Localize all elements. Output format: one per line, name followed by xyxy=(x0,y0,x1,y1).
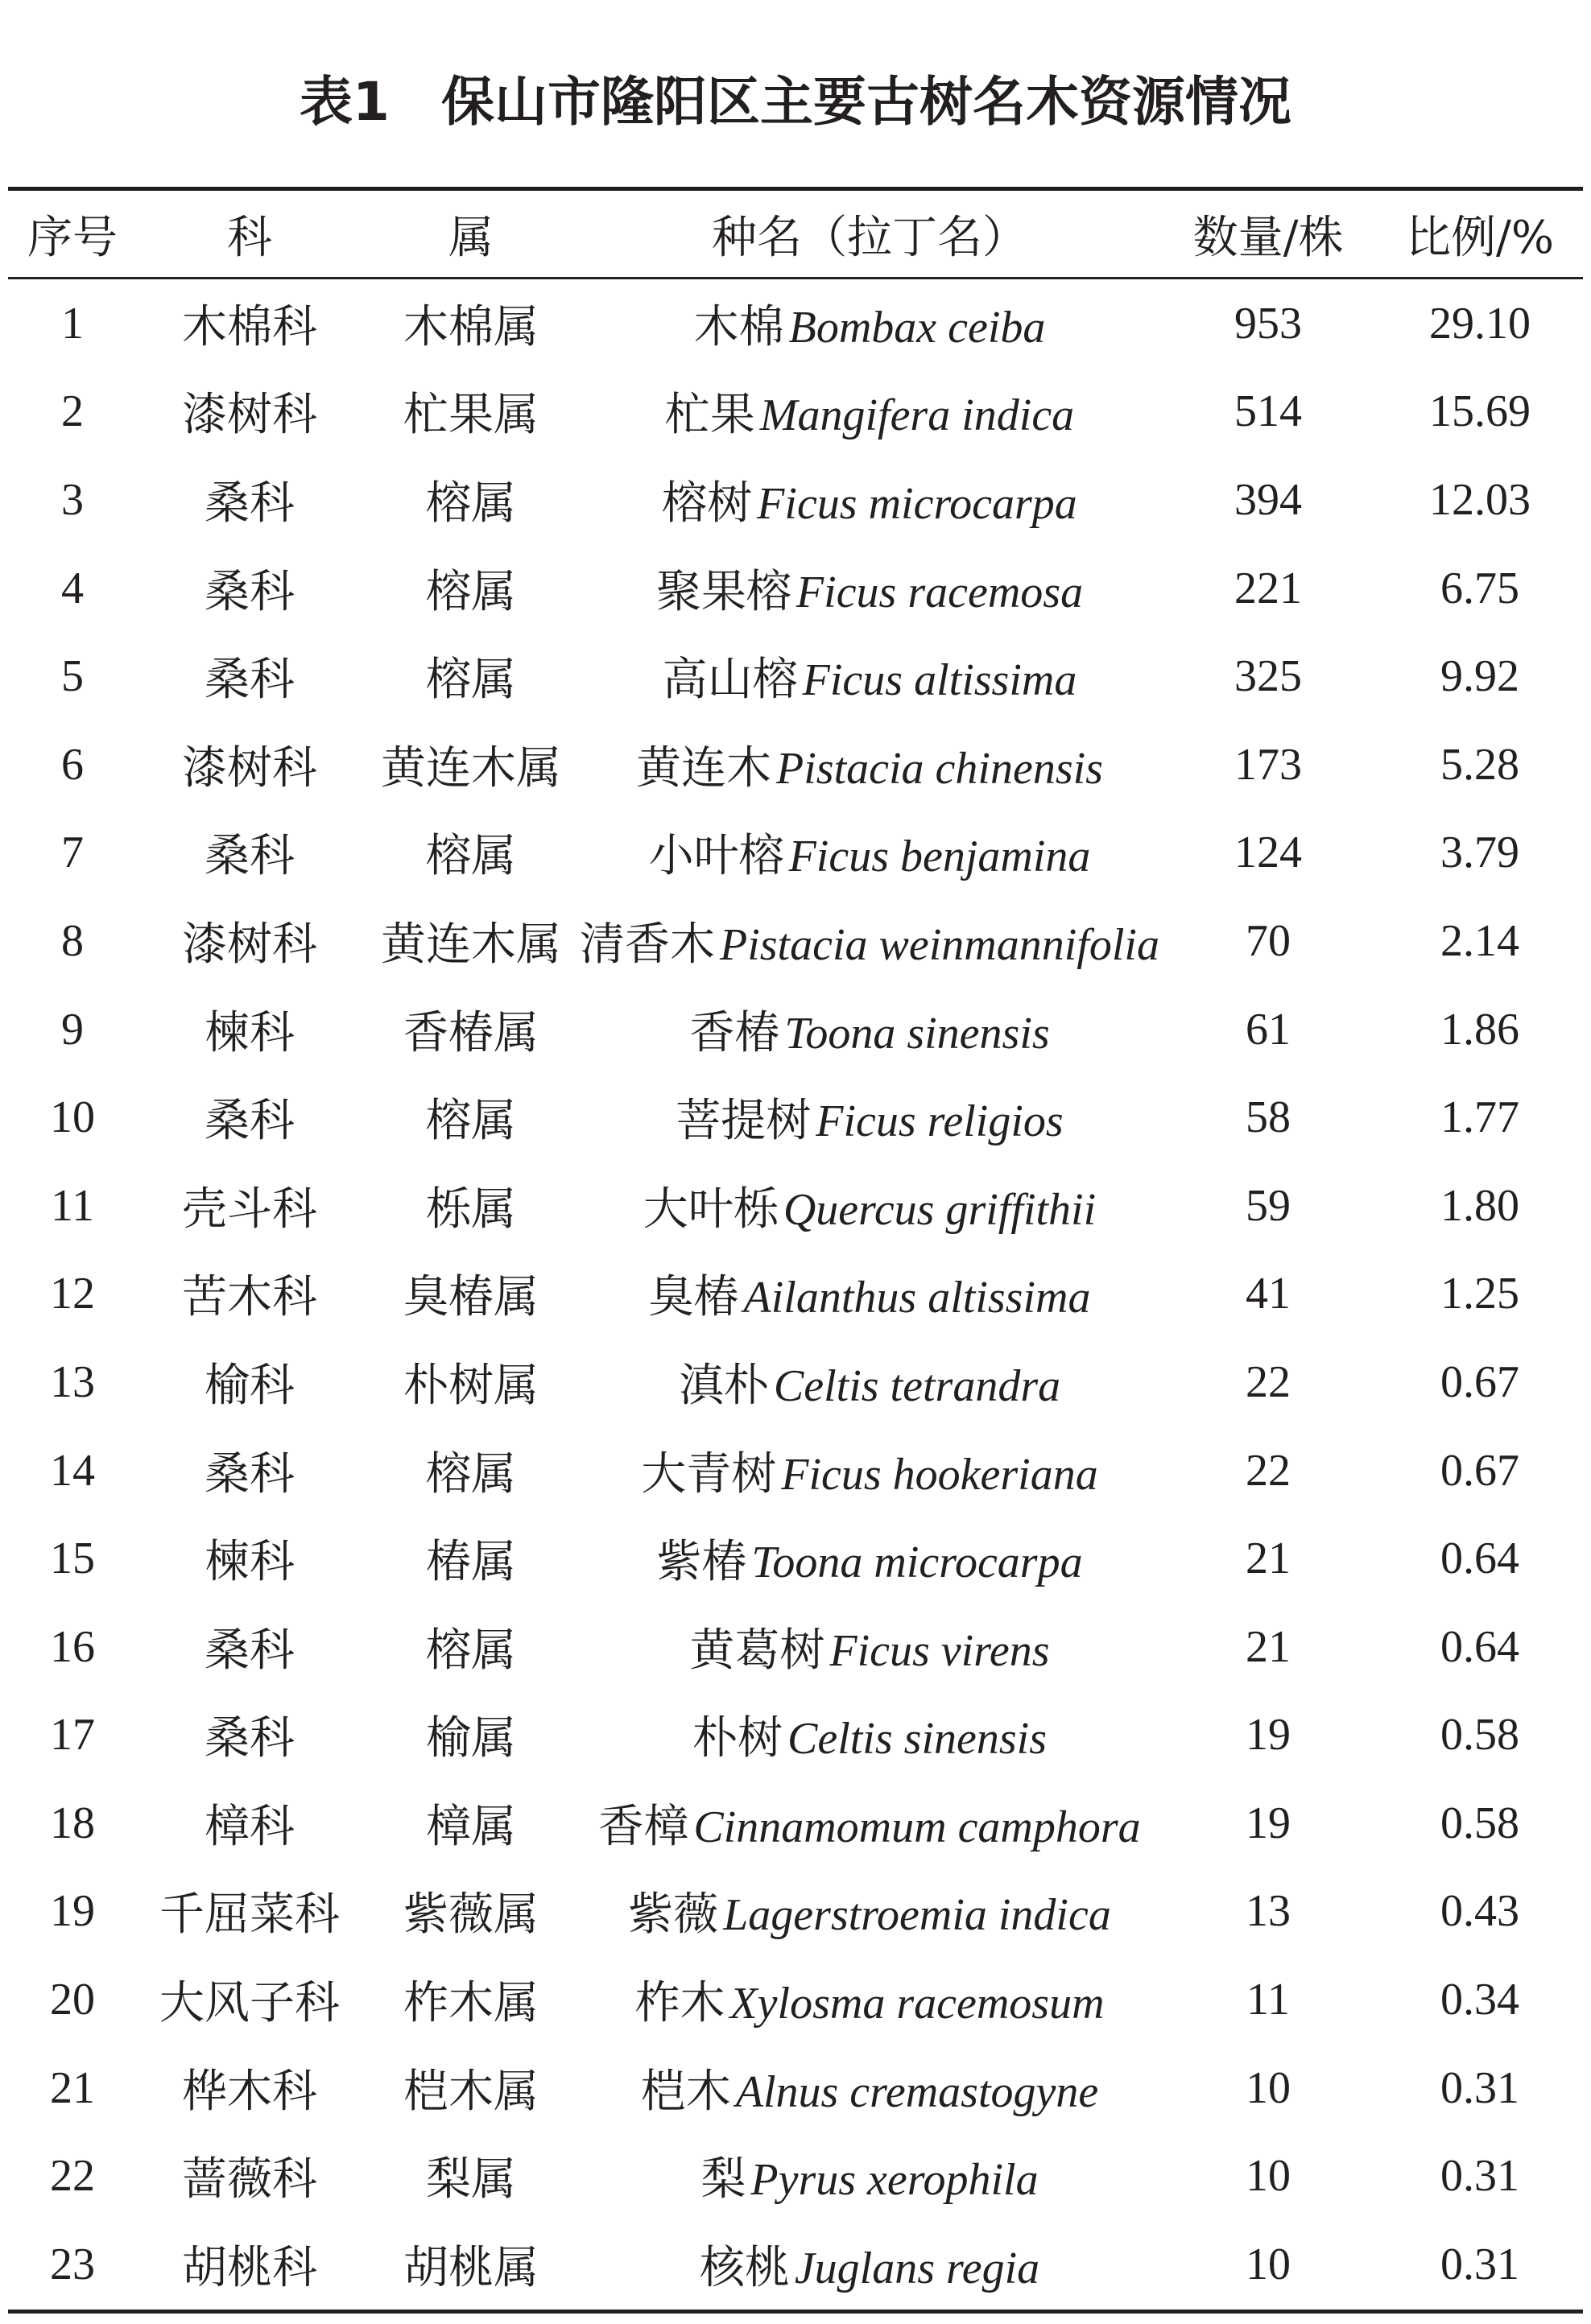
cell-count: 22 xyxy=(1246,1445,1291,1496)
cell-ratio: 1.86 xyxy=(1440,1004,1519,1055)
cell-species xyxy=(580,1426,1159,1515)
cell-species xyxy=(580,1162,1159,1250)
cell-ratio: 15.69 xyxy=(1429,386,1531,437)
species-name-cn: 清香木 xyxy=(580,918,715,971)
cell-count: 173 xyxy=(1234,739,1302,790)
table-row xyxy=(8,1779,1583,1868)
cell-no: 9 xyxy=(61,1004,84,1055)
species-name-cn: 大青树 xyxy=(641,1447,777,1500)
species-name-latin: Ficus virens xyxy=(829,1625,1050,1676)
cell-genus: 香椿属 xyxy=(403,1006,539,1059)
cell-no: 11 xyxy=(51,1180,94,1231)
cell-species xyxy=(580,1338,1159,1426)
header-family: 科 xyxy=(227,211,272,264)
cell-no: 22 xyxy=(50,2151,95,2202)
cell-species xyxy=(580,1073,1159,1162)
species-name-cn: 高山榕 xyxy=(662,654,798,707)
cell-genus: 榕属 xyxy=(426,830,516,883)
cell-species xyxy=(580,1868,1159,1956)
cell-species xyxy=(580,2132,1159,2220)
bottom-rule xyxy=(8,2310,1583,2314)
header-count: 数量/株 xyxy=(1192,211,1344,264)
cell-family: 桑科 xyxy=(205,565,295,618)
table-row xyxy=(8,985,1583,1074)
cell-no: 6 xyxy=(61,739,84,790)
cell-ratio: 12.03 xyxy=(1429,474,1531,525)
table-row xyxy=(8,1603,1583,1691)
species-name-cn: 臭椿 xyxy=(648,1271,739,1324)
cell-ratio: 6.75 xyxy=(1440,563,1519,613)
cell-species xyxy=(580,720,1159,809)
cell-ratio: 3.79 xyxy=(1440,828,1519,878)
header-ratio: 比例/% xyxy=(1405,211,1555,264)
cell-count: 61 xyxy=(1246,1004,1291,1055)
cell-genus: 榕属 xyxy=(426,1095,516,1148)
table-row xyxy=(8,632,1583,720)
table-row xyxy=(8,2132,1583,2220)
cell-no: 4 xyxy=(61,563,84,613)
table-row xyxy=(8,1250,1583,1339)
species-name-cn: 核桃 xyxy=(699,2241,790,2294)
table-row xyxy=(8,1514,1583,1603)
cell-count: 10 xyxy=(1246,2151,1291,2202)
cell-genus: 朴树属 xyxy=(403,1359,539,1412)
table-number: 表1 xyxy=(300,71,390,133)
species-name-cn: 榕树 xyxy=(662,477,753,530)
table-title-text: 保山市隆阳区主要古树名木资源情况 xyxy=(440,71,1291,133)
species-name-cn: 香樟 xyxy=(598,1800,689,1853)
cell-ratio: 0.58 xyxy=(1440,1710,1519,1761)
cell-family: 桑科 xyxy=(205,1447,295,1500)
cell-no: 3 xyxy=(61,474,84,525)
cell-family: 千屈菜科 xyxy=(159,1889,340,1942)
cell-count: 19 xyxy=(1246,1798,1291,1848)
cell-genus: 杧果属 xyxy=(403,389,539,442)
cell-no: 23 xyxy=(50,2239,95,2289)
cell-count: 22 xyxy=(1246,1356,1291,1407)
cell-count: 514 xyxy=(1234,386,1302,437)
species-name-latin: Ficus religios xyxy=(816,1096,1064,1147)
species-name-cn: 滇朴 xyxy=(678,1359,769,1412)
cell-no: 1 xyxy=(61,298,84,349)
cell-no: 16 xyxy=(50,1621,95,1672)
cell-genus: 榆属 xyxy=(426,1712,516,1765)
cell-no: 20 xyxy=(50,1975,95,2025)
cell-species xyxy=(580,2044,1159,2132)
species-name-latin: Bombax ceiba xyxy=(788,302,1046,353)
cell-count: 19 xyxy=(1246,1710,1291,1761)
species-name-cn: 小叶榕 xyxy=(648,830,784,883)
cell-species xyxy=(580,279,1159,368)
species-name-latin: Xylosma racemosum xyxy=(729,1979,1105,2029)
cell-count: 70 xyxy=(1246,915,1291,966)
cell-family: 漆树科 xyxy=(182,918,317,971)
species-name-latin: Ailanthus altissima xyxy=(743,1273,1091,1323)
cell-family: 漆树科 xyxy=(182,741,317,795)
cell-family: 漆树科 xyxy=(182,389,317,442)
cell-count: 221 xyxy=(1234,563,1302,613)
cell-ratio: 29.10 xyxy=(1429,298,1531,349)
species-name-latin: Toona sinensis xyxy=(784,1008,1050,1059)
table-row xyxy=(8,1426,1583,1515)
cell-family: 蔷薇科 xyxy=(182,2153,317,2206)
cell-count: 21 xyxy=(1246,1534,1291,1584)
cell-ratio: 2.14 xyxy=(1440,915,1519,966)
species-name-cn: 黄连木 xyxy=(636,741,772,795)
cell-family: 桑科 xyxy=(205,1712,295,1765)
species-name-cn: 大叶栎 xyxy=(643,1183,779,1236)
cell-count: 10 xyxy=(1246,2239,1291,2289)
species-name-cn: 菩提树 xyxy=(676,1095,812,1148)
cell-no: 21 xyxy=(50,2062,95,2113)
cell-genus: 胡桃属 xyxy=(403,2241,539,2294)
cell-genus: 桤木属 xyxy=(403,2065,539,2118)
cell-ratio: 0.58 xyxy=(1440,1798,1519,1848)
cell-count: 41 xyxy=(1246,1269,1291,1319)
table-row xyxy=(8,1868,1583,1956)
table-row xyxy=(8,897,1583,985)
cell-family: 桑科 xyxy=(205,477,295,530)
cell-family: 壳斗科 xyxy=(182,1183,317,1236)
cell-species xyxy=(580,368,1159,456)
cell-genus: 榕属 xyxy=(426,1624,516,1677)
table-row xyxy=(8,2044,1583,2132)
species-name-latin: Cinnamomum camphora xyxy=(693,1802,1141,1852)
cell-count: 394 xyxy=(1234,474,1302,525)
cell-ratio: 0.67 xyxy=(1440,1445,1519,1496)
tree-resource-table xyxy=(8,191,1583,2309)
cell-family: 苦木科 xyxy=(182,1271,317,1324)
species-name-latin: Celtis tetrandra xyxy=(773,1360,1061,1411)
cell-ratio: 0.64 xyxy=(1440,1534,1519,1584)
cell-genus: 榕属 xyxy=(426,654,516,707)
cell-no: 7 xyxy=(61,828,84,878)
cell-species xyxy=(580,1779,1159,1868)
cell-no: 14 xyxy=(50,1445,95,1496)
cell-genus: 栎属 xyxy=(426,1183,516,1236)
header-species: 种名（拉丁名） xyxy=(712,211,1027,264)
table-row xyxy=(8,544,1583,633)
cell-no: 5 xyxy=(61,651,84,702)
species-name-cn: 聚果榕 xyxy=(655,565,791,618)
cell-no: 19 xyxy=(50,1886,95,1937)
cell-species xyxy=(580,2220,1159,2309)
cell-species xyxy=(580,544,1159,633)
cell-no: 10 xyxy=(50,1092,95,1143)
species-name-latin: Alnus cremastogyne xyxy=(735,2066,1099,2117)
header-genus: 属 xyxy=(448,211,494,264)
species-name-latin: Quercus griffithii xyxy=(783,1184,1097,1235)
table-title xyxy=(0,58,1591,147)
cell-count: 325 xyxy=(1234,651,1302,702)
cell-family: 木棉科 xyxy=(182,300,317,353)
cell-ratio: 1.77 xyxy=(1440,1092,1519,1143)
table-row xyxy=(8,1338,1583,1426)
cell-species xyxy=(580,1691,1159,1780)
table-row xyxy=(8,1691,1583,1780)
cell-genus: 榕属 xyxy=(426,565,516,618)
cell-ratio: 0.31 xyxy=(1440,2239,1519,2289)
cell-ratio: 0.43 xyxy=(1440,1886,1519,1937)
cell-ratio: 0.34 xyxy=(1440,1975,1519,2025)
cell-family: 桑科 xyxy=(205,654,295,707)
cell-count: 21 xyxy=(1246,1621,1291,1672)
cell-species xyxy=(580,897,1159,985)
species-name-cn: 杧果 xyxy=(664,389,755,442)
species-name-latin: Mangifera indica xyxy=(759,390,1075,441)
species-name-latin: Ficus microcarpa xyxy=(757,478,1077,529)
cell-no: 8 xyxy=(61,915,84,966)
cell-genus: 紫薇属 xyxy=(403,1889,539,1942)
cell-family: 大风子科 xyxy=(159,1977,340,2030)
species-name-cn: 柞木 xyxy=(634,1977,725,2030)
cell-family: 桦木科 xyxy=(182,2065,317,2118)
table-row xyxy=(8,809,1583,898)
cell-species xyxy=(580,985,1159,1074)
cell-no: 13 xyxy=(50,1356,95,1407)
table-row xyxy=(8,279,1583,368)
cell-genus: 榕属 xyxy=(426,477,516,530)
species-name-latin: Juglans regia xyxy=(794,2243,1040,2293)
species-name-latin: Toona microcarpa xyxy=(751,1538,1083,1588)
cell-genus: 椿属 xyxy=(426,1536,516,1589)
cell-species xyxy=(580,809,1159,898)
cell-family: 榆科 xyxy=(205,1359,295,1412)
cell-no: 12 xyxy=(50,1269,95,1319)
species-name-cn: 木棉 xyxy=(693,300,784,353)
cell-no: 17 xyxy=(50,1710,95,1761)
header-no: 序号 xyxy=(27,211,118,264)
species-name-latin: Ficus racemosa xyxy=(796,567,1084,617)
cell-family: 楝科 xyxy=(205,1536,295,1589)
cell-ratio: 1.80 xyxy=(1440,1180,1519,1231)
cell-count: 58 xyxy=(1246,1092,1291,1143)
species-name-latin: Pistacia weinmannifolia xyxy=(720,919,1159,970)
species-name-cn: 黄葛树 xyxy=(689,1624,825,1677)
cell-no: 15 xyxy=(50,1534,95,1584)
cell-species xyxy=(580,1250,1159,1339)
cell-count: 13 xyxy=(1246,1886,1291,1937)
cell-genus: 臭椿属 xyxy=(403,1271,539,1324)
cell-ratio: 0.67 xyxy=(1440,1356,1519,1407)
table-row xyxy=(8,1162,1583,1250)
species-name-cn: 桤木 xyxy=(640,2065,731,2118)
species-name-latin: Celtis sinensis xyxy=(787,1714,1048,1765)
cell-genus: 柞木属 xyxy=(403,1977,539,2030)
species-name-latin: Pyrus xerophila xyxy=(750,2155,1039,2206)
species-name-latin: Pistacia chinensis xyxy=(776,743,1103,794)
cell-count: 124 xyxy=(1234,828,1302,878)
cell-species xyxy=(580,1514,1159,1603)
cell-genus: 樟属 xyxy=(426,1800,516,1853)
table-row xyxy=(8,456,1583,544)
cell-ratio: 0.64 xyxy=(1440,1621,1519,1672)
cell-ratio: 0.31 xyxy=(1440,2062,1519,2113)
table-row xyxy=(8,1073,1583,1162)
cell-count: 11 xyxy=(1246,1975,1290,2025)
species-name-cn: 紫椿 xyxy=(656,1536,747,1589)
cell-family: 樟科 xyxy=(205,1800,295,1853)
cell-genus: 木棉属 xyxy=(403,300,539,353)
cell-ratio: 9.92 xyxy=(1440,651,1519,702)
cell-species xyxy=(580,632,1159,720)
cell-genus: 梨属 xyxy=(426,2153,516,2206)
cell-genus: 榕属 xyxy=(426,1447,516,1500)
cell-family: 楝科 xyxy=(205,1006,295,1059)
table-row xyxy=(8,720,1583,809)
cell-species xyxy=(580,1955,1159,2044)
species-name-cn: 朴树 xyxy=(692,1712,783,1765)
header-row xyxy=(8,191,1583,277)
cell-count: 10 xyxy=(1246,2062,1291,2113)
cell-family: 桑科 xyxy=(205,1095,295,1148)
species-name-latin: Lagerstroemia indica xyxy=(723,1890,1111,1941)
cell-ratio: 0.31 xyxy=(1440,2151,1519,2202)
cell-species xyxy=(580,456,1159,544)
species-name-latin: Ficus altissima xyxy=(802,655,1077,706)
species-name-cn: 梨 xyxy=(700,2153,746,2206)
cell-family: 桑科 xyxy=(205,830,295,883)
cell-genus: 黄连木属 xyxy=(381,918,561,971)
table-row xyxy=(8,368,1583,456)
cell-no: 2 xyxy=(61,386,84,437)
cell-family: 胡桃科 xyxy=(182,2241,317,2294)
cell-family: 桑科 xyxy=(205,1624,295,1677)
cell-species xyxy=(580,1603,1159,1691)
species-name-cn: 香椿 xyxy=(689,1006,780,1059)
species-name-latin: Ficus benjamina xyxy=(788,832,1091,882)
cell-ratio: 5.28 xyxy=(1440,739,1519,790)
cell-ratio: 1.25 xyxy=(1440,1269,1519,1319)
species-name-cn: 紫薇 xyxy=(628,1889,719,1942)
cell-count: 59 xyxy=(1246,1180,1291,1231)
cell-count: 953 xyxy=(1234,298,1302,349)
table-row xyxy=(8,2220,1583,2309)
cell-no: 18 xyxy=(50,1798,95,1848)
species-name-latin: Ficus hookeriana xyxy=(781,1449,1098,1500)
cell-genus: 黄连木属 xyxy=(381,741,561,795)
table-row xyxy=(8,1955,1583,2044)
